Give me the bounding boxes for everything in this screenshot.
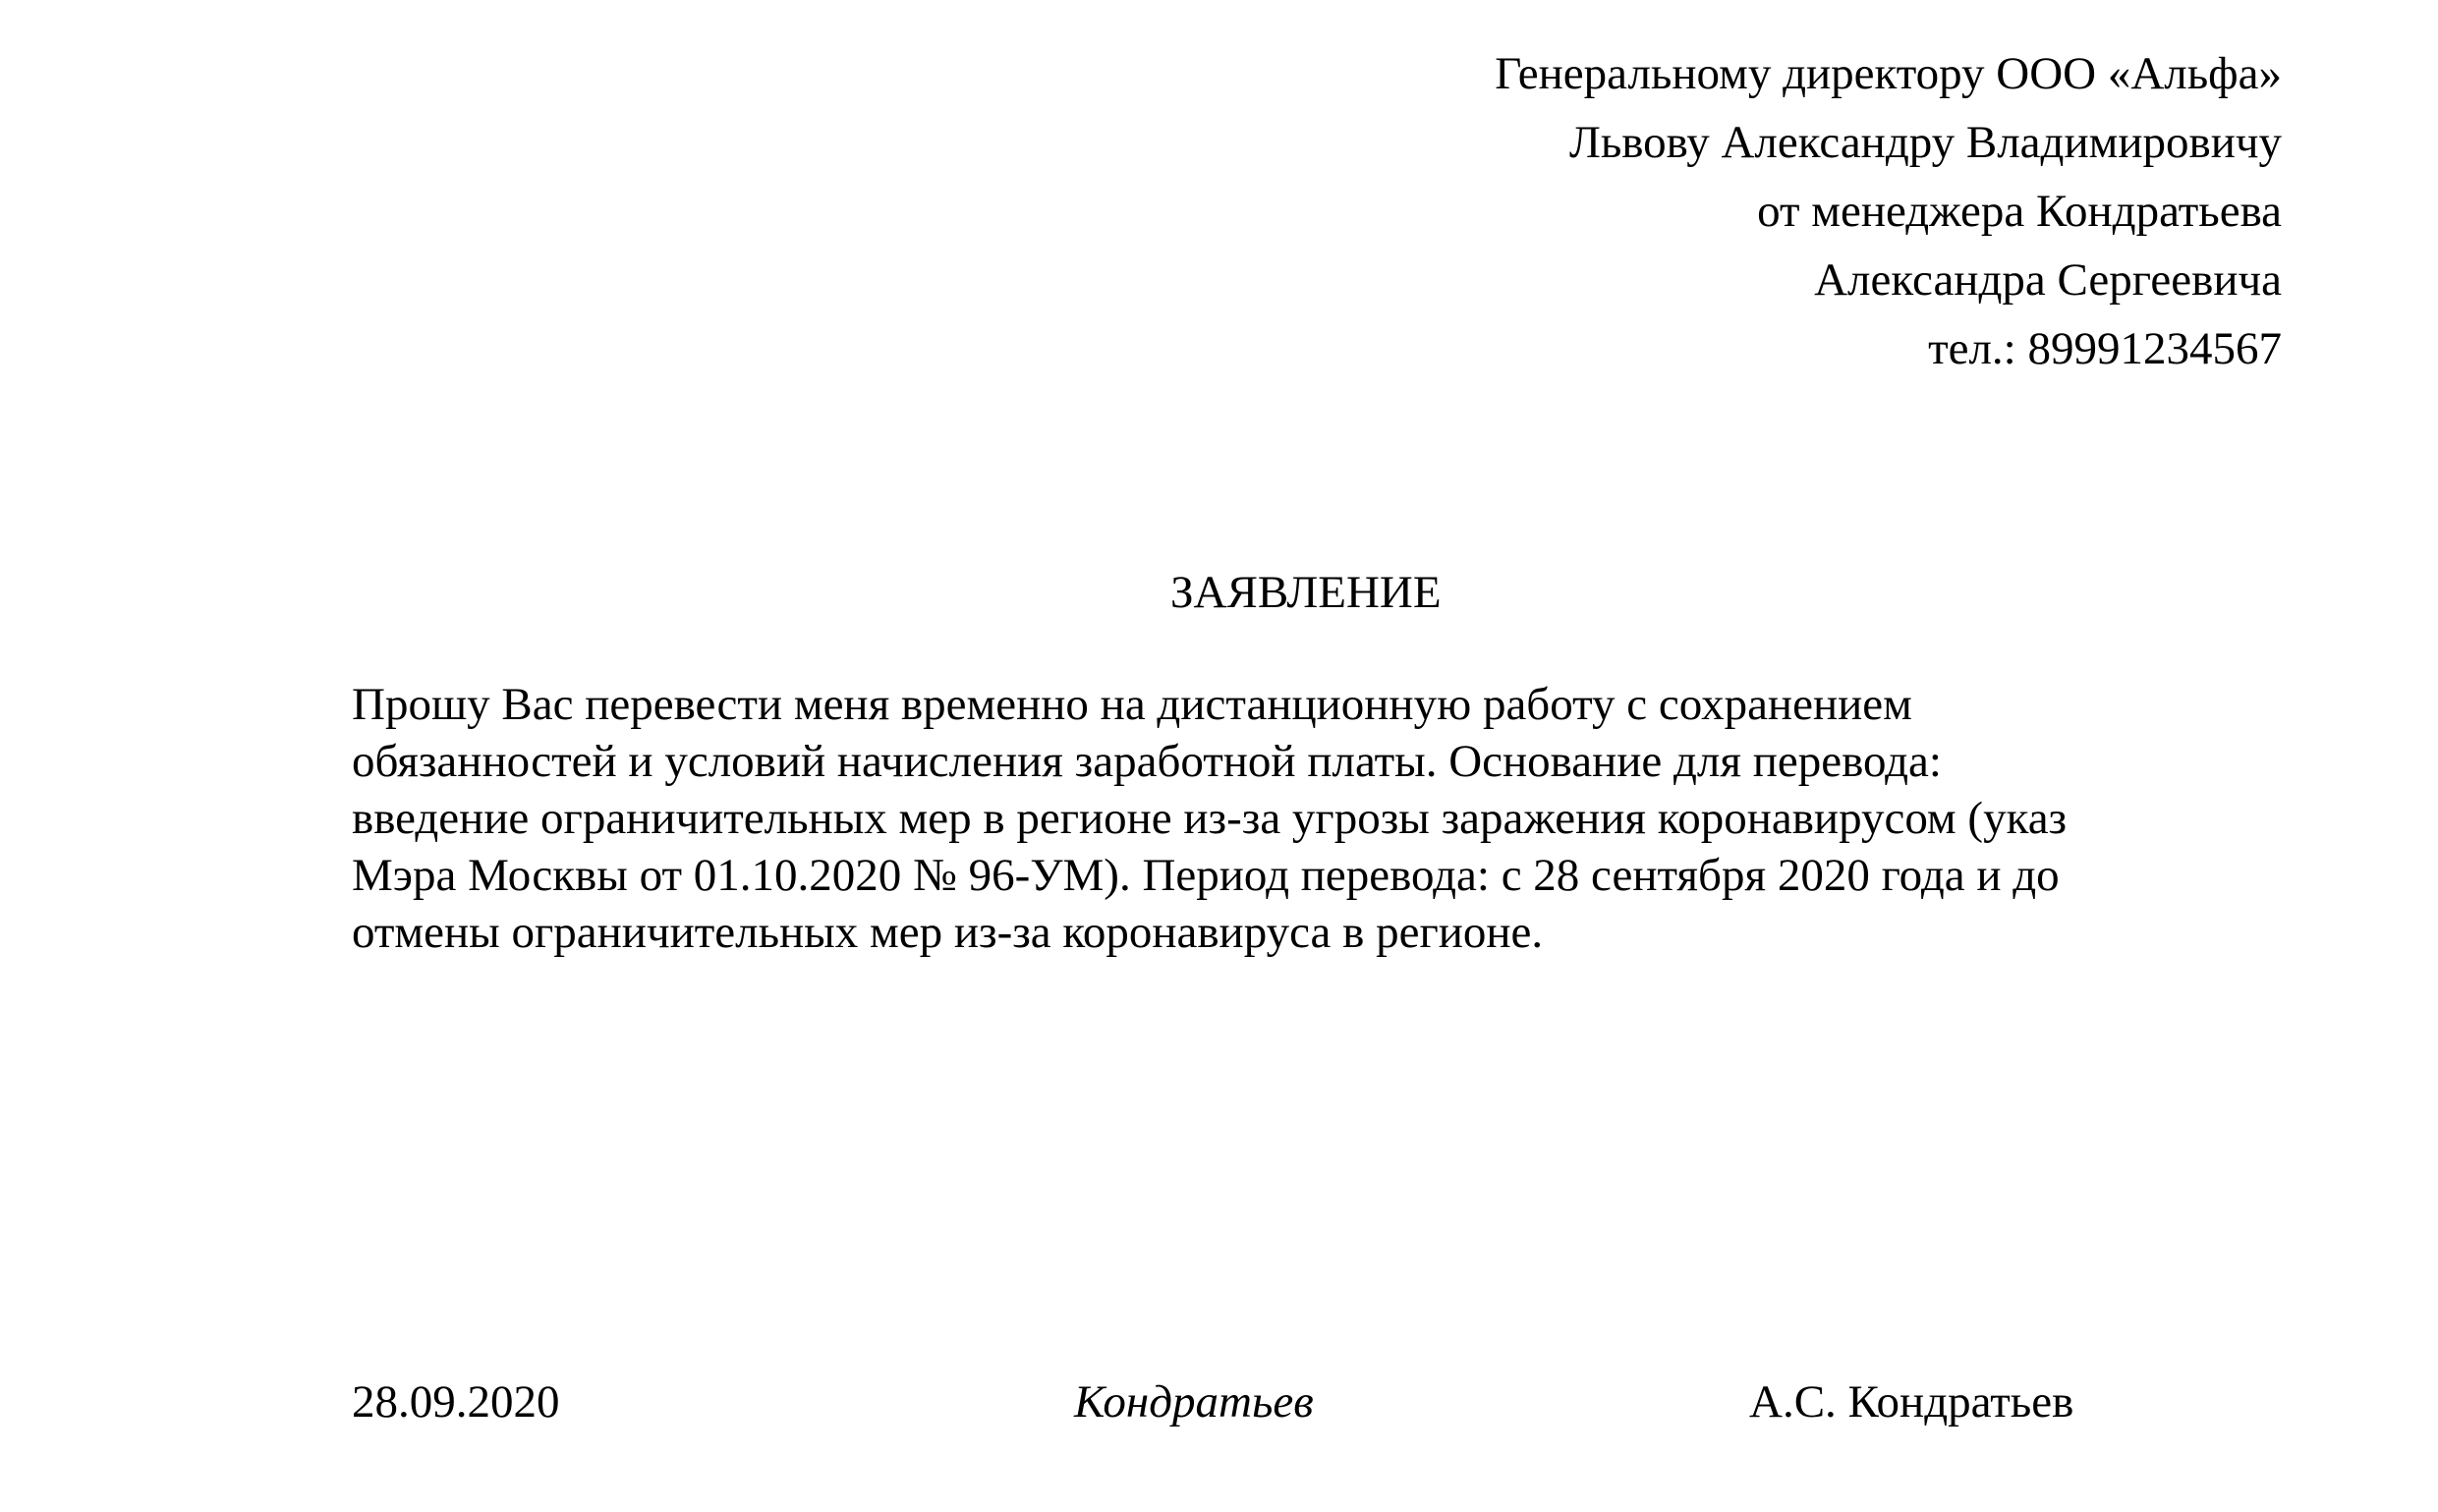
signer-name: А.С. Кондратьев [1749,1376,2074,1428]
document-title: ЗАЯВЛЕНИЕ [1170,567,1442,618]
request-body [352,676,2278,961]
body-line: обязанностей и условий начисления заработной платы. Основание для перевода: [352,736,1942,787]
body-line: Прошу Вас перевести меня временно на дистанционную работу с сохранением [352,679,1912,730]
addressee-name: Львову Александру Владимировичу [1568,117,2282,168]
body-line: введение ограничительных мер в регионе из-за угрозы заражения коронавирусом (указ [352,793,2068,844]
sender-phone: тел.: 89991234567 [1928,323,2282,374]
sender-position: от менеджера Кондратьева [1757,186,2282,237]
addressee-block [1495,39,2282,383]
body-line: отмены ограничительных мер из-за коронавируса в регионе. [352,907,1544,958]
sender-name: Александра Сергеевича [1814,254,2282,306]
addressee-position: Генеральному директору ООО «Альфа» [1495,48,2282,99]
handwritten-signature: Кондратьев [1074,1376,1314,1428]
body-line: Мэра Москвы от 01.10.2020 № 96-УМ). Период перевода: с 28 сентября 2020 года и до [352,850,2060,901]
document-date: 28.09.2020 [352,1376,560,1428]
